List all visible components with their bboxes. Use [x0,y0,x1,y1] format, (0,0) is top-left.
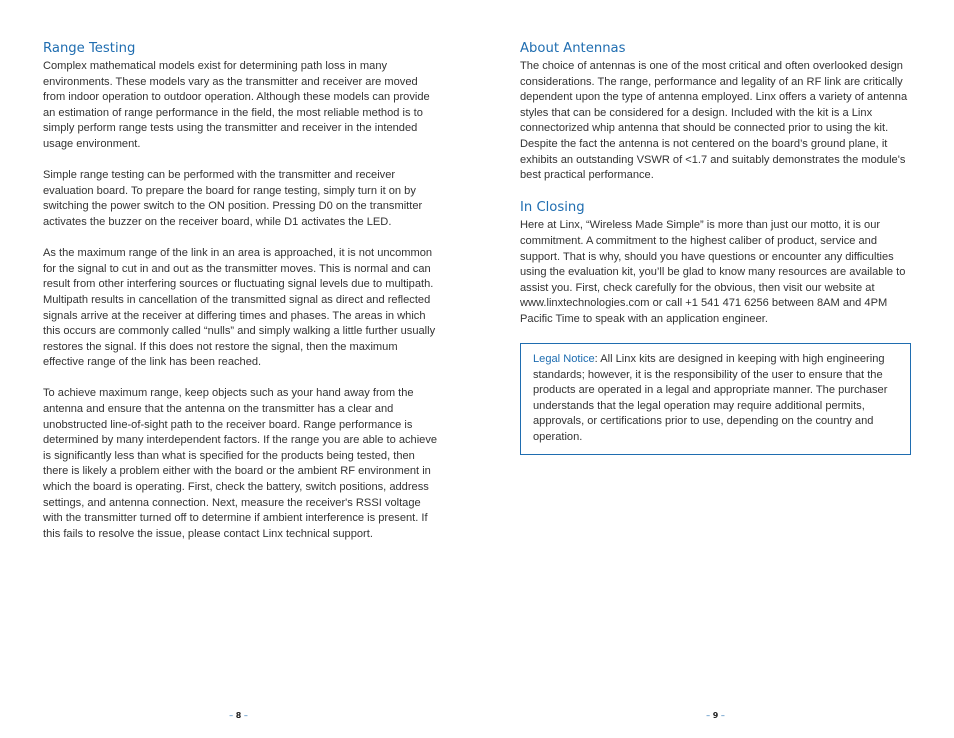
range-testing-heading: Range Testing [43,41,136,56]
about-antennas-paragraph: The choice of antennas is one of the most critical and often overlooked design considerations. The range, performance and legality of an RF link are critically dependent upon the type of antenna employed. Linx offers a variety of antenna styles that can be considered for a design. Included with the kit is a Linx connectorized whip antenna that should be connected prior to using the kit. Despite the fact the antenna is not centered on the board’s ground plane, it exhibits an outstanding VSWR of <1.7 and suitably demonstrates the module's best practical performance. [520,60,908,182]
page-footer-right [477,711,954,720]
about-antennas-heading: About Antennas [520,41,626,56]
in-closing-section [520,199,915,327]
in-closing-paragraph: Here at Linx, “Wireless Made Simple” is more than just our motto, it is our commitment. A commitment to the highest caliber of product, service and support. That is why, should you have questions or encounter any difficulties using the evaluation kit, you’ll be glad to know many resources are available to assist you. First, check carefully for the obvious, then visit our website at www.linxtechnologies.com or call +1 541 471 6256 between 8AM and 4PM Pacific Time to speak with an application engineer. [520,219,906,325]
legal-notice-label: Legal Notice [533,353,595,366]
right-column [520,40,915,455]
range-testing-paragraph-2: Simple range testing can be performed with the transmitter and receiver evaluation board. To prepare the board for range testing, simply turn it on by switching the power switch to the ON position. Pressing D0 on the transmitter activates the buzzer on the receiver board, while D1 activates the LED. [43,169,423,228]
page-number: 9 [712,711,719,720]
page-footer-left [0,711,477,720]
footer-dash: – [720,711,725,720]
legal-notice-text: : All Linx kits are designed in keeping with high engineering standards; however, it is the responsibility of the user to ensure that the products are operated in a legal and appropriate manner. The purchaser understands that the legal operation may require additional permits, approvals, or certifications prior to use, depending on the country and operation. [533,353,888,444]
range-testing-paragraph-1: Complex mathematical models exist for determining path loss in many environments. These models vary as the transmitter and receiver are moved from indoor operation to outdoor operation. Although these models can provide an estimation of range performance in the field, the most reliable method is to simply perform range tests using the transmitter and receiver in the intended usage environment. [43,60,430,150]
legal-notice-box [520,343,911,455]
page-number: 8 [235,711,242,720]
in-closing-heading: In Closing [520,200,585,216]
range-testing-paragraph-4: To achieve maximum range, keep objects such as your hand away from the antenna and ensure that the antenna on the transmitter has a clear and unobstructed line-of-sight path to the receiver board. Range performance is determined by many interdependent factors. If the range you are able to achieve is significantly less than what is specified for the products being tested, then there is likely a problem either with the board or the ambient RF environment in which the board is operating. First, check the battery, switch positions, address settings, and antenna connection. Next, measure the receiver's RSSI voltage with the transmitter turned off to determine if ambient interference is present. If this fails to resolve the issue, please contact Linx technical support. [43,387,438,540]
footer-dash: – [706,711,711,720]
footer-dash: – [229,711,234,720]
left-column [43,40,438,558]
about-antennas-section [520,40,915,184]
range-testing-paragraph-3: As the maximum range of the link in an area is approached, it is not uncommon for the signal to cut in and out as the transmitter moves. This is normal and can result from other interfering sources or fluctuating signal levels due to multipath. Multipath results in cancellation of the transmitted signal as direct and reflected signals arrive at the receiver at differing times and phases. The areas in which this occurs are commonly called “nulls” and simply walking a little further usually restores the signal. If this does not restore the signal, then the maximum effective range of the link has been reached. [43,247,436,369]
footer-dash: – [243,711,248,720]
right-page [477,0,954,738]
